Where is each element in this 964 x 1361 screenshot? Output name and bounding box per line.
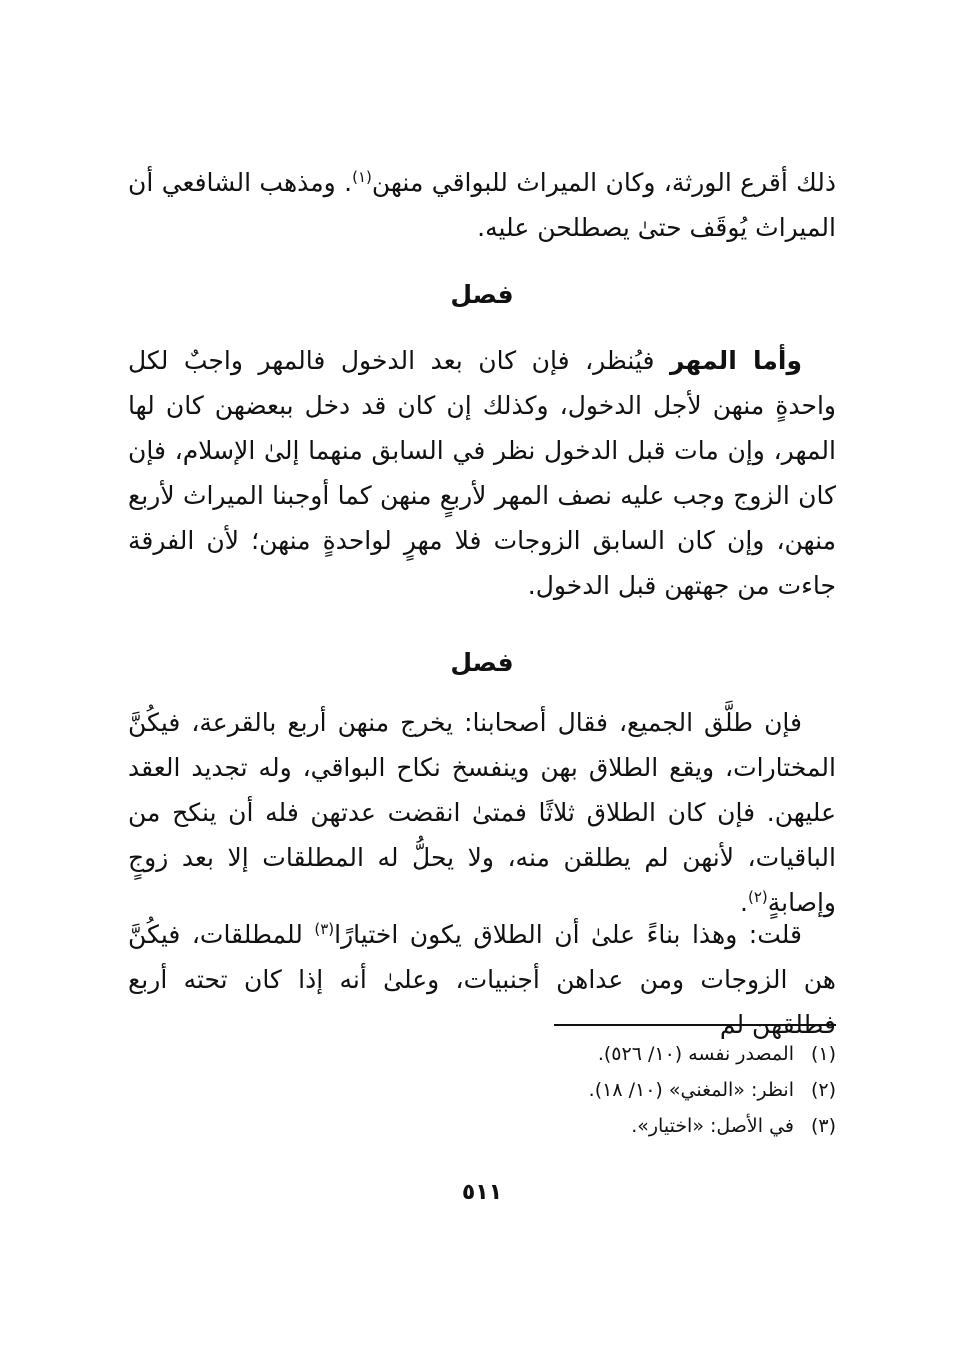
paragraph-2-text: فيُنظر، فإن كان بعد الدخول فالمهر واجبٌ لكل واحدةٍ منهن لأجل الدخول، وكذلك إن كان قد دخل ببعضهن كان لها المهر، وإن مات قبل الدخول نظر في السابق منهما إلىٰ الإسلام، فإن كان الزوج وجب عليه نصف المهر لأربعٍ منهن كما أوجبنا الميراث لأربع منهن، وإن كان السابق الزوجات فلا مهرٍ لواحدةٍ منهن؛ لأن الفرقة جاءت من جهتهن قبل الدخول. (128, 346, 836, 600)
footnote-ref-3: (٣) (314, 920, 335, 938)
footnote-3 (128, 1108, 836, 1144)
footnote-1 (128, 1036, 836, 1072)
footnote-mark: (٣) (810, 1115, 836, 1137)
footnote-mark: (٢) (810, 1079, 836, 1101)
paragraph-2-lead: وأما المهر (669, 346, 802, 375)
footnote-2 (128, 1072, 836, 1108)
paragraph-2 (128, 338, 836, 608)
footnote-text: المصدر نفسه (١٠/ ٥٢٦). (597, 1043, 794, 1065)
footnote-mark: (١) (810, 1043, 836, 1065)
paragraph-1-text: ذلك أقرع الورثة، وكان الميراث للبواقي منهن (371, 168, 837, 197)
footnote-text: في الأصل: «اختيار». (631, 1115, 794, 1137)
paragraph-4 (128, 912, 836, 1047)
footnotes-list (128, 1036, 836, 1144)
footnote-divider (554, 1024, 836, 1026)
footnote-ref-2: (٢) (747, 888, 768, 906)
paragraph-3 (128, 700, 836, 925)
section-heading-1: فصل (450, 280, 514, 309)
section-heading-2: فصل (450, 648, 514, 677)
footnote-text: انظر: «المغني» (١٠/ ١٨). (588, 1079, 794, 1101)
paragraph-4-text: قلت: وهذا بناءً علىٰ أن الطلاق يكون اختيارًا (334, 920, 802, 949)
paragraph-1-text-after: . ومذهب الشافعي أن الميراث يُوقَف حتىٰ يصطلحن عليه. (128, 168, 836, 242)
paragraph-4-text-after: للمطلقات، فيكُنَّ هن الزوجات ومن عداهن أجنبيات، وعلىٰ أنه إذا كان تحته أربع فطلقهن لم (128, 920, 836, 1039)
paragraph-3-text: فإن طلَّق الجميع، فقال أصحابنا: يخرج منهن أربع بالقرعة، فيكُنَّ المختارات، ويقع الطلاق بهن وينفسخ نكاح البواقي، وله تجديد العقد عليهن. فإن كان الطلاق ثلاثًا فمتىٰ انقضت عدتهن فله أن ينكح من الباقيات، لأنهن لم يطلقن منه، ولا يحلُّ له المطلقات إلا بعد زوجٍ وإصابةٍ (128, 708, 836, 917)
paragraph-3-text-after: . (740, 888, 748, 917)
page-number: ٥١١ (461, 1180, 503, 1205)
paragraph-1 (128, 160, 836, 250)
footnote-ref-1: (١) (352, 168, 372, 186)
